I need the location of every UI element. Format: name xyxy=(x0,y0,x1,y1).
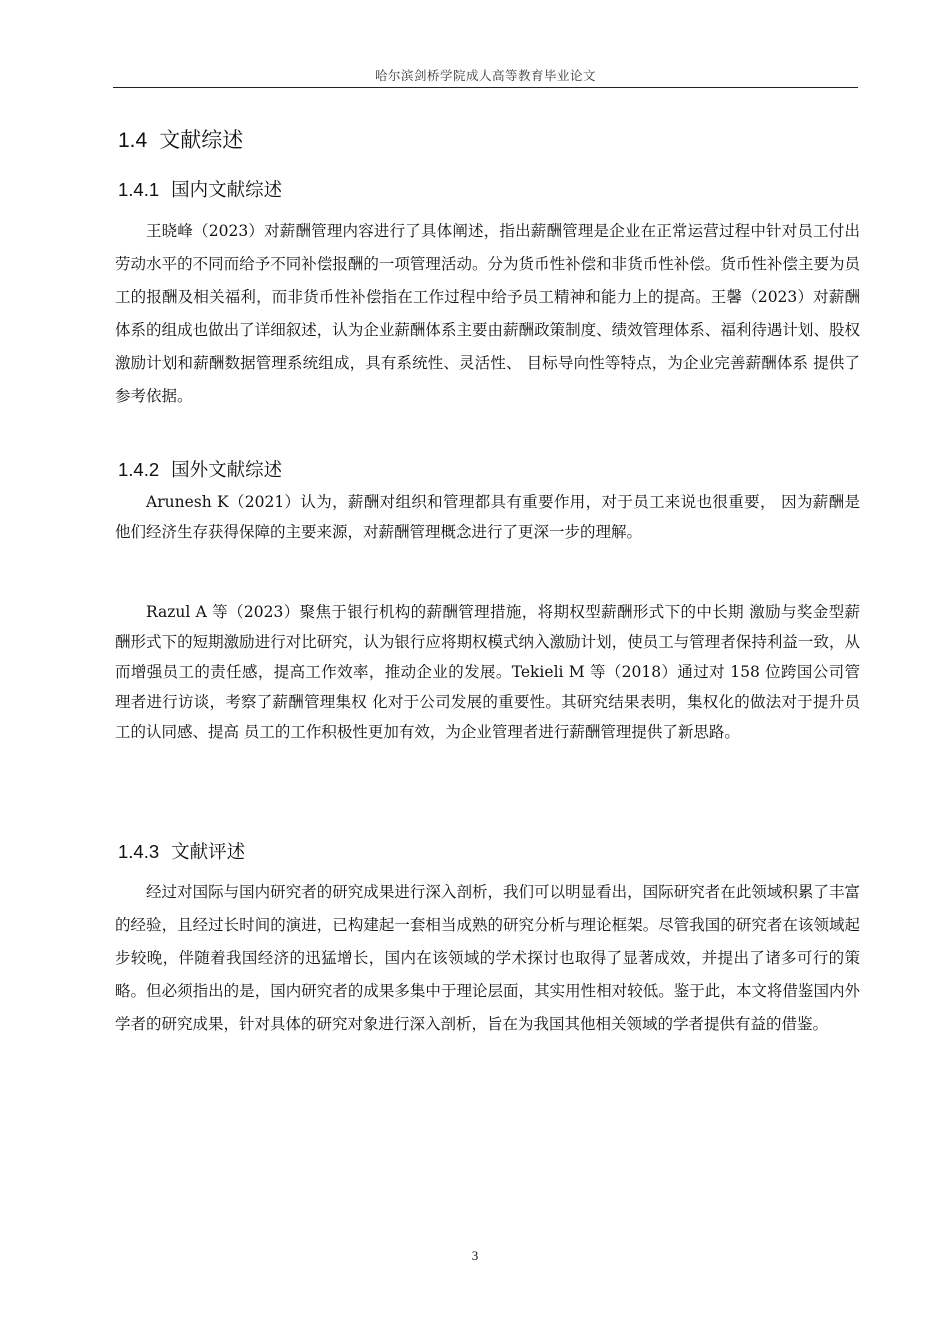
section-number: 1.4 xyxy=(118,129,148,152)
subsection-title: 国内文献综述 xyxy=(171,180,283,201)
page-number: 3 xyxy=(471,1248,479,1263)
paragraph-literature-comment: 经过对国际与国内研究者的研究成果进行深入剖析，我们可以明显看出，国际研究者在此领域积累了丰富的经验，且经过长时间的演进，已构建起一套相当成熟的研究分析与理论框架。尽管我国的研究者在该领域起步较晚，伴随着我国经济的迅猛增长，国内在该领域的学术探讨也取得了显著成效，并提出了诸多可行的策略。但必须指出的是，国内研究者的成果多集中于理论层面，其实用性相对较低。鉴于此，本文将借鉴国内外学者的研究成果，针对具体的研究对象进行深入剖析，旨在为我国其他相关领域的学者提供有益的借鉴。 xyxy=(115,883,860,1033)
subsection-number: 1.4.3 xyxy=(118,841,160,862)
paragraph-foreign-review-2: Razul A 等（2023）聚焦于银行机构的薪酬管理措施，将期权型薪酬形式下的中长期 激励与奖金型薪酬形式下的短期激励进行对比研究，认为银行应将期权模式纳入激励计划，使员工与管理者保持利益一致，从而增强员工的责任感，提高工作效率，推动企业的发展。Tekieli M 等（2018）通过对 158 位跨国公司管理者进行访谈，考察了薪酬管理集权 化对于公司发展的重要性。其研究结果表明，集权化的做法对于提升员工的认同感、提高 员工的工作积极性更加有效，为企业管理者进行薪酬管理提供了新思路。 xyxy=(115,603,860,741)
subsection-number: 1.4.2 xyxy=(118,459,160,480)
paragraph-domestic-review: 王晓峰（2023）对薪酬管理内容进行了具体阐述，指出薪酬管理是企业在正常运营过程中针对员工付出劳动水平的不同而给予不同补偿报酬的一项管理活动。分为货币性补偿和非货币性补偿。货币性补偿主要为员工的报酬及相关福利，而非货币性补偿指在工作过程中给予员工精神和能力上的提高。王馨（2023）对薪酬体系的组成也做出了详细叙述，认为企业薪酬体系主要由薪酬政策制度、绩效管理体系、福利待遇计划、股权激励计划和薪酬数据管理系统组成，具有系统性、灵活性、 目标导向性等特点，为企业完善薪酬体系 提供了参考依据。 xyxy=(115,222,860,405)
subsection-title: 国外文献综述 xyxy=(171,460,283,481)
section-title: 文献综述 xyxy=(159,128,244,152)
paragraph-foreign-review-1: Arunesh K（2021）认为，薪酬对组织和管理都具有重要作用，对于员工来说也很重要， 因为薪酬是他们经济生存获得保障的主要来源，对薪酬管理概念进行了更深一步的理解。 xyxy=(115,493,860,541)
subsection-heading-3 xyxy=(118,838,245,864)
subsection-number: 1.4.1 xyxy=(118,179,160,200)
header-rule xyxy=(113,87,858,88)
section-heading xyxy=(118,124,243,154)
running-header: 哈尔滨剑桥学院成人高等教育毕业论文 xyxy=(374,68,596,83)
subsection-heading-1 xyxy=(118,176,282,202)
subsection-title: 文献评述 xyxy=(171,842,246,863)
subsection-heading-2 xyxy=(118,456,282,482)
